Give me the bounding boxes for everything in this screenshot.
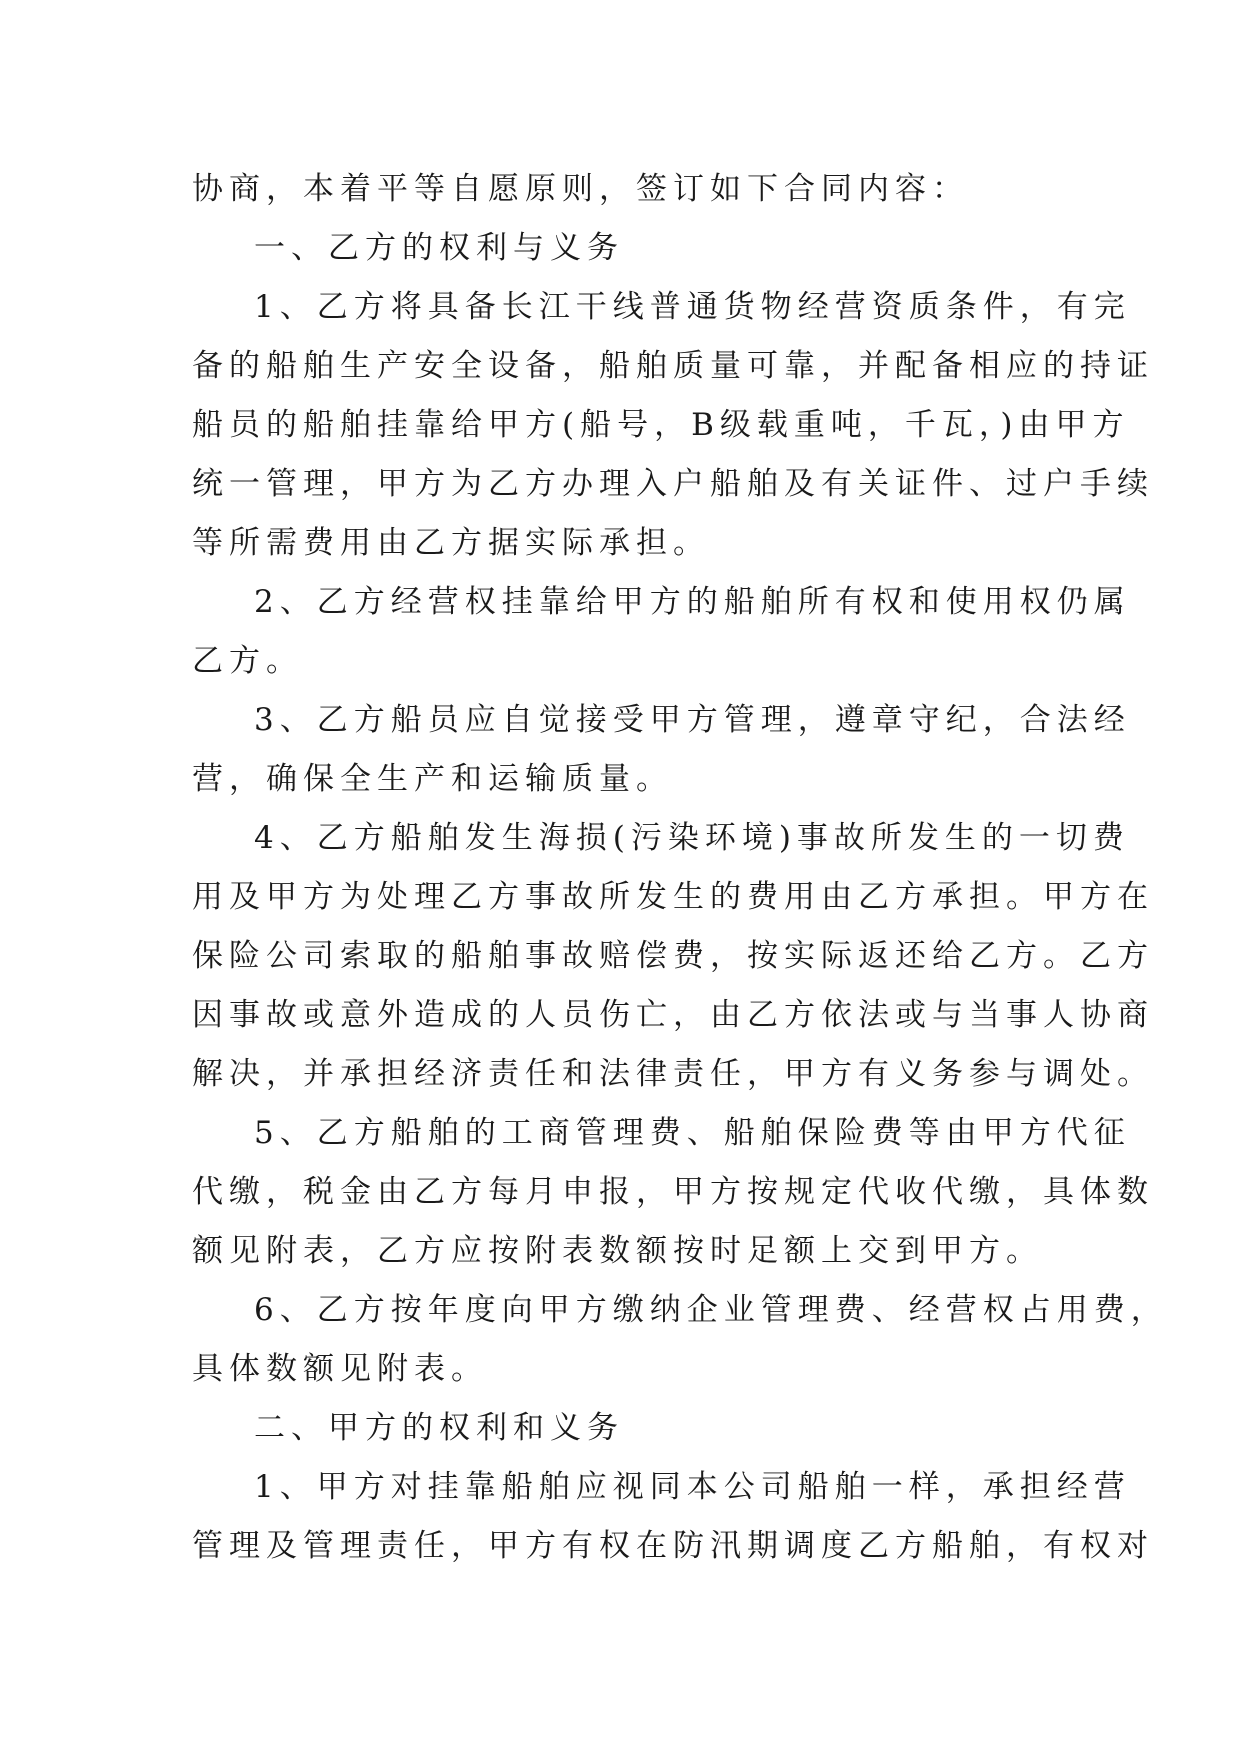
text-line: 因事故或意外造成的人员伤亡，由乙方依法或与当事人协商 <box>192 997 1154 1033</box>
text-line: 乙方。 <box>192 643 303 679</box>
section-heading: 二、甲方的权利和义务 <box>254 1410 624 1446</box>
text-line: 额见附表，乙方应按附表数额按时足额上交到甲方。 <box>192 1233 1043 1269</box>
text-line: 1、甲方对挂靠船舶应视同本公司船舶一样，承担经营 <box>254 1469 1131 1505</box>
text-line: 代缴，税金由乙方每月申报，甲方按规定代收代缴，具体数 <box>192 1174 1154 1210</box>
text-line: 协商，本着平等自愿原则，签订如下合同内容： <box>192 171 969 207</box>
text-line: 营，确保全生产和运输质量。 <box>192 761 673 797</box>
text-line: 4、乙方船舶发生海损(污染环境)事故所发生的一切费 <box>254 820 1130 856</box>
text-line: 船员的船舶挂靠给甲方(船号，B级载重吨，千瓦，)由甲方 <box>192 407 1130 443</box>
text-line: 统一管理，甲方为乙方办理入户船舶及有关证件、过户手续 <box>192 466 1154 502</box>
text-line: 等所需费用由乙方据实际承担。 <box>192 525 710 561</box>
section-heading: 一、乙方的权利与义务 <box>254 230 624 266</box>
text-line: 用及甲方为处理乙方事故所发生的费用由乙方承担。甲方在 <box>192 879 1154 915</box>
text-line: 保险公司索取的船舶事故赔偿费，按实际返还给乙方。乙方 <box>192 938 1154 974</box>
text-line: 3、乙方船员应自觉接受甲方管理，遵章守纪，合法经 <box>254 702 1131 738</box>
document-body <box>192 160 1168 1576</box>
text-line: 解决，并承担经济责任和法律责任，甲方有义务参与调处。 <box>192 1056 1154 1092</box>
text-line: 5、乙方船舶的工商管理费、船舶保险费等由甲方代征 <box>254 1115 1131 1151</box>
text-line: 备的船舶生产安全设备，船舶质量可靠，并配备相应的持证 <box>192 348 1154 384</box>
text-line: 具体数额见附表。 <box>192 1351 488 1387</box>
text-line: 6、乙方按年度向甲方缴纳企业管理费、经营权占用费， <box>254 1292 1168 1328</box>
text-line: 1、乙方将具备长江干线普通货物经营资质条件，有完 <box>254 289 1131 325</box>
text-line: 2、乙方经营权挂靠给甲方的船舶所有权和使用权仍属 <box>254 584 1131 620</box>
text-line: 管理及管理责任，甲方有权在防汛期调度乙方船舶，有权对 <box>192 1528 1154 1564</box>
